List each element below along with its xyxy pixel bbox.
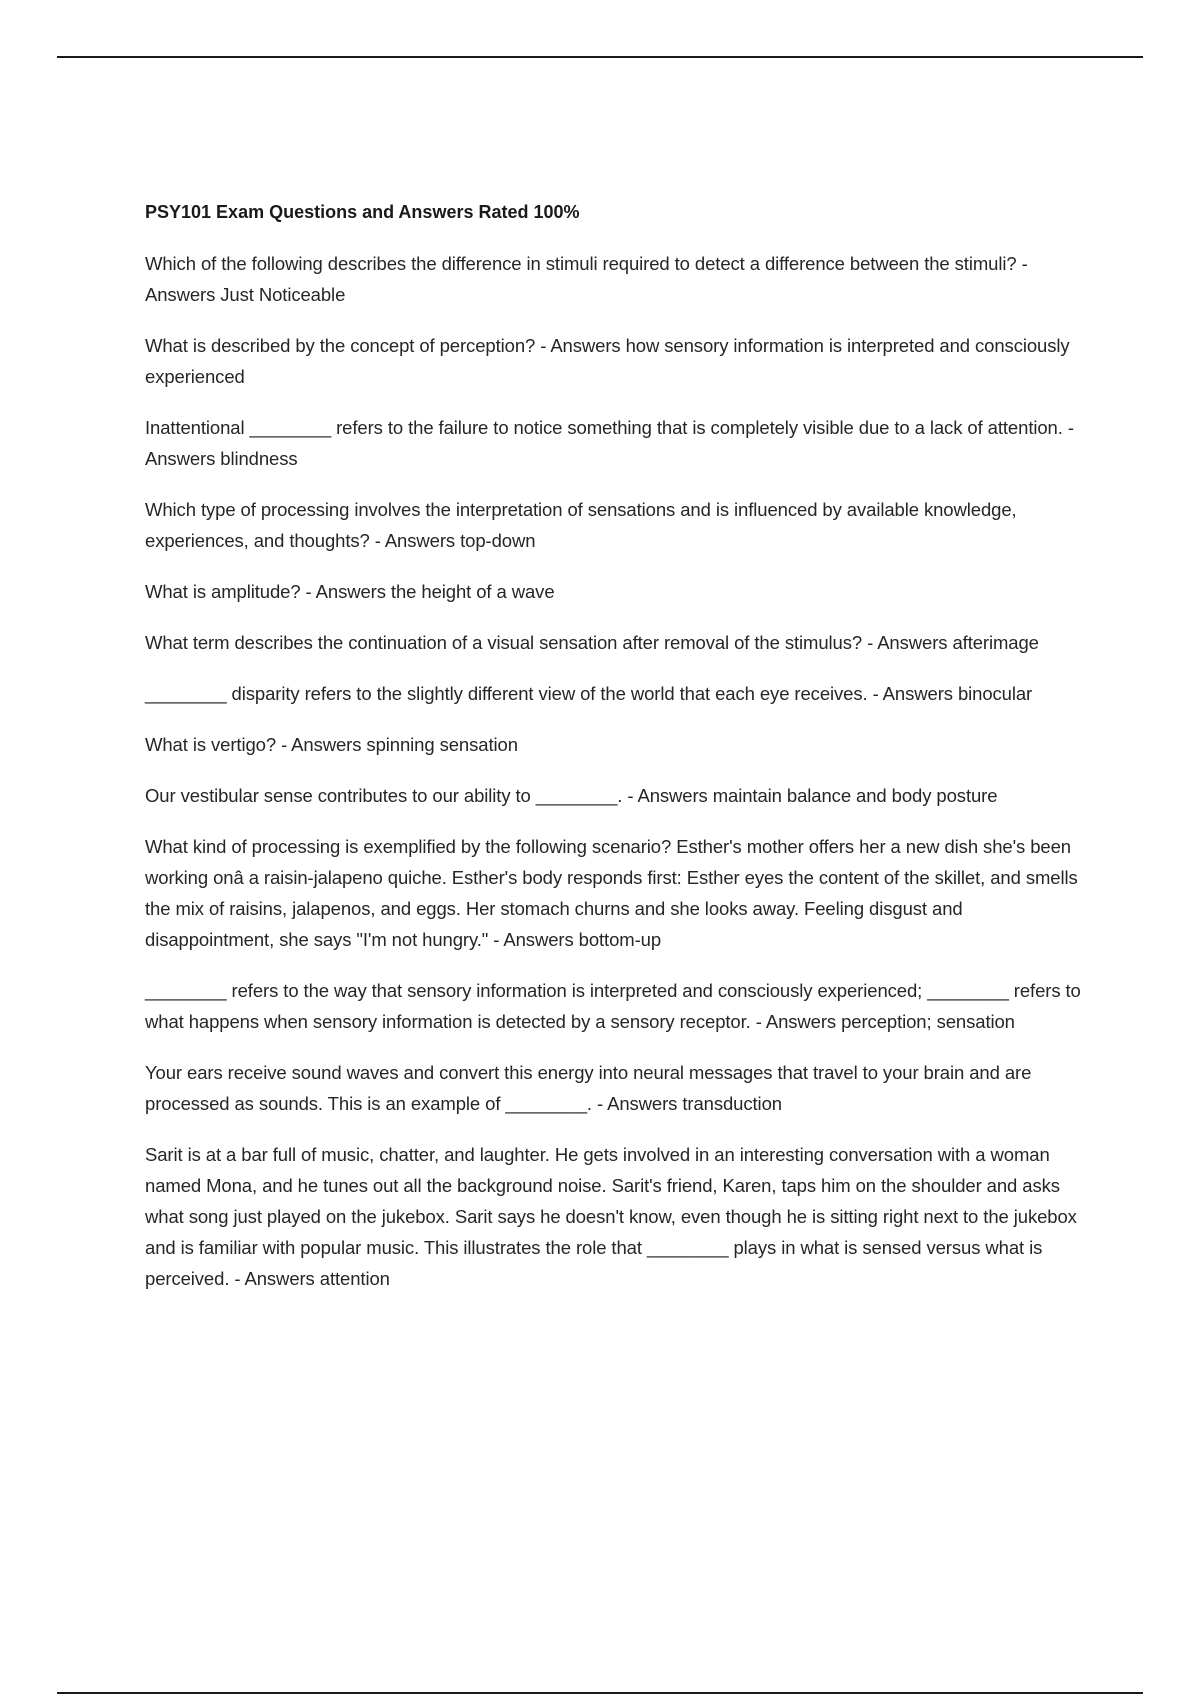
qa-item-3: Inattentional ________ refers to the failure to notice something that is completely visible due to a lack of attention. - Answers blindness [145, 417, 1074, 469]
qa-item-8: What is vertigo? - Answers spinning sensation [145, 734, 518, 755]
qa-item-5: What is amplitude? - Answers the height of a wave [145, 581, 555, 602]
qa-item-13: Sarit is at a bar full of music, chatter, and laughter. He gets involved in an interesting conversation with a woman named Mona, and he tunes out all the background noise. Sarit's friend, Karen, taps him on the shoulder and asks what song just played on the jukebox. Sarit says he doesn't know, even though he is sitting right next to the jukebox and is familiar with popular music. This illustrates the role that ________ plays in what is sensed versus what is perceived. - Answers attention [145, 1144, 1077, 1289]
qa-item-9: Our vestibular sense contributes to our ability to ________. - Answers maintain balance and body posture [145, 785, 998, 806]
document-body [145, 198, 1090, 1314]
document-title: PSY101 Exam Questions and Answers Rated 100% [145, 202, 580, 222]
header-divider [57, 56, 1143, 58]
qa-item-6: What term describes the continuation of a visual sensation after removal of the stimulus? - Answers afterimage [145, 632, 1039, 653]
footer-divider [57, 1692, 1143, 1694]
qa-item-11: ________ refers to the way that sensory information is interpreted and consciously experienced; ________ refers to what happens when sensory information is detected by a sensory receptor. - Answers perception; sensation [145, 980, 1081, 1032]
qa-item-7: ________ disparity refers to the slightly different view of the world that each eye receives. - Answers binocular [145, 683, 1033, 704]
qa-item-10: What kind of processing is exemplified by the following scenario? Esther's mother offers her a new dish she's been working onâ a raisin-jalapeno quiche. Esther's body responds first: Esther eyes the content of the skillet, and smells the mix of raisins, jalapenos, and eggs. Her stomach churns and she looks away. Feeling disgust and disappointment, she says "I'm not hungry." - Answers bottom-up [145, 836, 1078, 950]
qa-item-4: Which type of processing involves the interpretation of sensations and is influenced by available knowledge, experiences, and thoughts? - Answers top-down [145, 499, 1017, 551]
qa-item-1: Which of the following describes the difference in stimuli required to detect a difference between the stimuli? - Answers Just Noticeable [145, 253, 1028, 305]
qa-item-2: What is described by the concept of perception? - Answers how sensory information is interpreted and consciously experienced [145, 335, 1070, 387]
qa-item-12: Your ears receive sound waves and convert this energy into neural messages that travel to your brain and are processed as sounds. This is an example of ________. - Answers transduction [145, 1062, 1032, 1114]
